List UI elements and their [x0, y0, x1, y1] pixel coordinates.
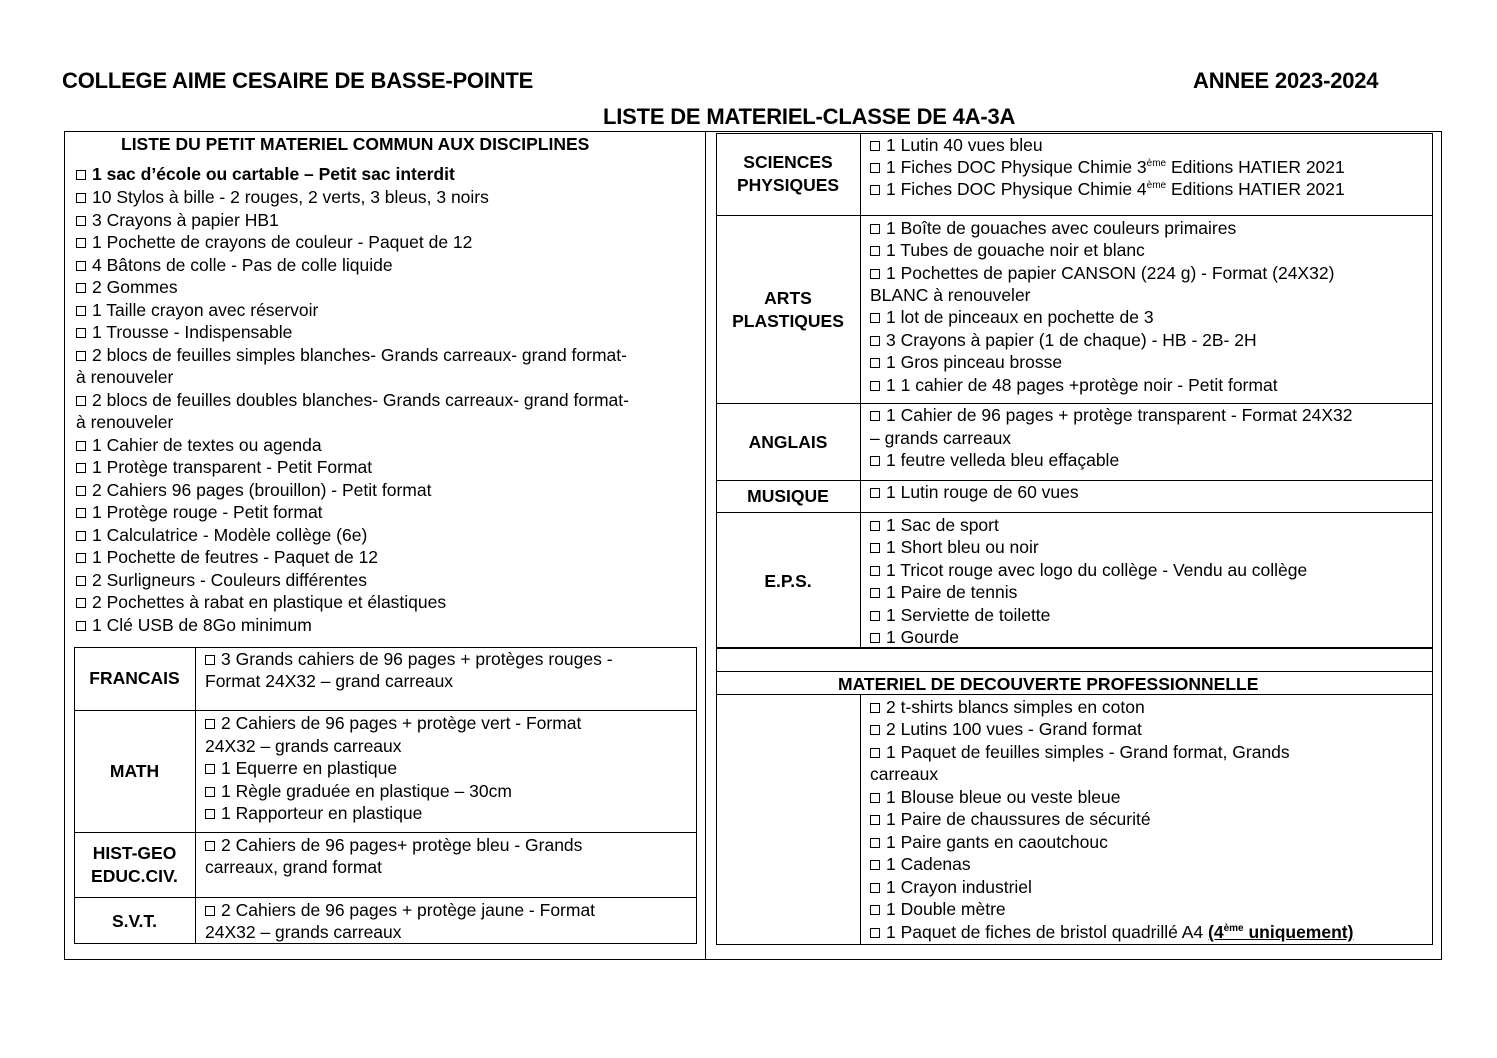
- page-title: LISTE DE MATERIEL-CLASSE DE 4A-3A: [603, 104, 1016, 129]
- list-item-continuation: BLANC à renouveler: [870, 285, 1031, 305]
- checkbox-icon: [76, 261, 86, 271]
- checkbox-icon: [870, 521, 880, 531]
- checkbox-icon: [76, 621, 86, 631]
- list-item: 1 Calculatrice - Modèle collège (6e): [76, 524, 367, 546]
- checkbox-icon: [205, 809, 215, 819]
- list-item: 1 Lutin rouge de 60 vues: [870, 481, 1079, 503]
- checkbox-icon: [76, 396, 86, 406]
- list-item: 1 Sac de sport: [870, 514, 999, 536]
- checkbox-icon: [870, 313, 880, 323]
- list-item: 1 feutre velleda bleu effaçable: [870, 449, 1119, 471]
- list-item: 1 lot de pinceaux en pochette de 3: [870, 306, 1154, 328]
- checkbox-icon: [870, 588, 880, 598]
- school-year: ANNEE 2023-2024: [1193, 68, 1379, 93]
- checkbox-icon: [205, 655, 215, 665]
- subject-sciences-line1: SCIENCES: [743, 152, 833, 172]
- checkbox-icon: [76, 193, 86, 203]
- subject-arts-line1: ARTS: [764, 288, 812, 308]
- list-item: 1 Short bleu ou noir: [870, 536, 1039, 558]
- subject-arts-line2: PLASTIQUES: [732, 311, 844, 331]
- list-item: 1 Gourde: [870, 626, 959, 648]
- list-item: 2 Surligneurs - Couleurs différentes: [76, 569, 367, 591]
- checkbox-icon: [870, 246, 880, 256]
- list-item-continuation: 24X32 – grands carreaux: [205, 922, 402, 942]
- list-item: 1 Cahier de textes ou agenda: [76, 434, 322, 456]
- checkbox-icon: [76, 463, 86, 473]
- list-item: 1 Pochettes de papier CANSON (224 g) - Format (24X32): [870, 262, 1334, 284]
- list-item: 3 Crayons à papier HB1: [76, 209, 279, 231]
- list-item: 2 blocs de feuilles simples blanches- Grands carreaux- grand format-: [76, 344, 627, 366]
- list-item: 1 Paire de tennis: [870, 581, 1017, 603]
- checkbox-icon: [870, 633, 880, 643]
- checkbox-icon: [870, 838, 880, 848]
- list-item: 1 sac d’école ou cartable – Petit sac interdit: [76, 163, 455, 185]
- list-item: 2 Cahiers de 96 pages + protège vert - Format: [205, 712, 581, 734]
- list-item: 1 Paire gants en caoutchouc: [870, 831, 1108, 853]
- checkbox-icon: [870, 815, 880, 825]
- checkbox-icon: [870, 381, 880, 391]
- list-item: 1 Serviette de toilette: [870, 604, 1050, 626]
- row-divider: [74, 710, 697, 711]
- row-divider: [74, 897, 697, 898]
- checkbox-icon: [76, 508, 86, 518]
- checkbox-icon: [870, 269, 880, 279]
- list-item: 1 Double mètre: [870, 898, 1006, 920]
- checkbox-icon: [870, 358, 880, 368]
- checkbox-icon: [76, 306, 86, 316]
- list-item: 1 Blouse bleue ou veste bleue: [870, 786, 1120, 808]
- subject-arts: [716, 287, 860, 333]
- subject-sciences-line2: PHYSIQUES: [736, 175, 840, 195]
- checkbox-icon: [870, 725, 880, 735]
- subject-histgeo: [74, 842, 195, 888]
- checkbox-icon: [76, 576, 86, 586]
- list-item: 1 Pochette de feutres - Paquet de 12: [76, 546, 378, 568]
- list-item-continuation: 24X32 – grands carreaux: [205, 736, 402, 756]
- list-item: 1 Protège transparent - Petit Format: [76, 456, 372, 478]
- list-item: 2 Cahiers de 96 pages + protège jaune - Format: [205, 899, 595, 921]
- subject-math: MATH: [109, 761, 160, 781]
- table-divider: [860, 694, 861, 945]
- subject-svt: S.V.T.: [111, 911, 158, 931]
- list-item: 1 Tubes de gouache noir et blanc: [870, 239, 1145, 261]
- list-item: 3 Grands cahiers de 96 pages + protèges rouges -: [205, 648, 613, 670]
- checkbox-icon: [870, 456, 880, 466]
- checkbox-icon: [870, 748, 880, 758]
- list-item: 1 Cahier de 96 pages + protège transparent - Format 24X32: [870, 404, 1352, 426]
- subject-histgeo-line2: EDUC.CIV.: [91, 866, 178, 886]
- subject-eps: E.P.S.: [764, 571, 812, 591]
- checkbox-icon: [76, 553, 86, 563]
- list-item-continuation: à renouveler: [76, 367, 174, 387]
- list-item: 1 Gros pinceau brosse: [870, 351, 1062, 373]
- list-item: 2 Cahiers de 96 pages+ protège bleu - Grands: [205, 834, 582, 856]
- row-divider: [716, 671, 1433, 672]
- list-item: 1 Pochette de crayons de couleur - Paquet de 12: [76, 231, 472, 253]
- checkbox-icon: [870, 488, 880, 498]
- checkbox-icon: [870, 543, 880, 553]
- checkbox-icon: [205, 787, 215, 797]
- checkbox-icon: [870, 793, 880, 803]
- list-item: 2 Lutins 100 vues - Grand format: [870, 718, 1142, 740]
- checkbox-icon: [205, 719, 215, 729]
- list-item: 1 Paquet de feuilles simples - Grand format, Grands: [870, 741, 1290, 763]
- list-item-continuation: carreaux, grand format: [205, 857, 383, 877]
- row-divider: [716, 215, 1433, 216]
- list-item-continuation: à renouveler: [76, 412, 174, 432]
- subject-musique: MUSIQUE: [747, 486, 829, 506]
- checkbox-icon: [870, 141, 880, 151]
- list-item: 2 Pochettes à rabat en plastique et élastiques: [76, 591, 446, 613]
- list-item-continuation: carreaux: [870, 764, 939, 784]
- list-item: 1 Equerre en plastique: [205, 757, 397, 779]
- checkbox-icon: [870, 905, 880, 915]
- checkbox-icon: [76, 216, 86, 226]
- checkbox-icon: [205, 841, 215, 851]
- table-divider: [860, 133, 861, 648]
- list-item: 4 Bâtons de colle - Pas de colle liquide: [76, 254, 393, 276]
- checkbox-icon: [76, 351, 86, 361]
- list-item: 1 Boîte de gouaches avec couleurs primaires: [870, 217, 1236, 239]
- checkbox-icon: [76, 598, 86, 608]
- list-item: 2 Gommes: [76, 276, 178, 298]
- checkbox-icon: [76, 531, 86, 541]
- list-item: 2 blocs de feuilles doubles blanches- Grands carreaux- grand format-: [76, 389, 629, 411]
- subject-anglais: ANGLAIS: [748, 432, 828, 452]
- checkbox-icon: [76, 283, 86, 293]
- column-divider: [705, 131, 706, 960]
- checkbox-icon: [870, 566, 880, 576]
- checkbox-icon: [205, 764, 215, 774]
- checkbox-icon: [76, 441, 86, 451]
- list-item: 1 Taille crayon avec réservoir: [76, 299, 318, 321]
- checkbox-icon: [76, 486, 86, 496]
- subject-sciences: [716, 151, 860, 197]
- list-item: 1 Trousse - Indispensable: [76, 321, 292, 343]
- checkbox-icon: [870, 411, 880, 421]
- checkbox-icon: [870, 336, 880, 346]
- list-item: 1 Tricot rouge avec logo du collège - Vendu au collège: [870, 559, 1307, 581]
- checkbox-icon: [76, 238, 86, 248]
- list-item: 2 t-shirts blancs simples en coton: [870, 696, 1145, 718]
- list-item: 1 Clé USB de 8Go minimum: [76, 614, 312, 636]
- checkbox-icon: [870, 185, 880, 195]
- checkbox-icon: [870, 703, 880, 713]
- checkbox-icon: [870, 224, 880, 234]
- list-item: 1 1 cahier de 48 pages +protège noir - Petit format: [870, 374, 1278, 396]
- checkbox-icon: [205, 906, 215, 916]
- list-item: 1 Fiches DOC Physique Chimie 4ème Editions HATIER 2021: [870, 178, 1345, 200]
- list-item: 1 Paquet de fiches de bristol quadrillé A4 (4ème uniquement): [870, 921, 1353, 943]
- subject-francais: FRANCAIS: [89, 668, 180, 688]
- checkbox-icon: [870, 928, 880, 938]
- list-item: 1 Paire de chaussures de sécurité: [870, 808, 1151, 830]
- row-divider: [74, 832, 697, 833]
- list-item: 1 Cadenas: [870, 853, 971, 875]
- list-item: 1 Règle graduée en plastique – 30cm: [205, 780, 512, 802]
- checkbox-icon: [870, 883, 880, 893]
- table-divider: [195, 647, 196, 944]
- list-item: 3 Crayons à papier (1 de chaque) - HB - 2B- 2H: [870, 329, 1257, 351]
- checkbox-icon: [870, 860, 880, 870]
- checkbox-icon: [76, 170, 86, 180]
- list-item: 1 Lutin 40 vues bleu: [870, 134, 1043, 156]
- list-item: 1 Rapporteur en plastique: [205, 802, 422, 824]
- list-item: 1 Fiches DOC Physique Chimie 3ème Editions HATIER 2021: [870, 156, 1345, 178]
- list-item: 1 Crayon industriel: [870, 876, 1032, 898]
- checkbox-icon: [76, 328, 86, 338]
- subject-histgeo-line1: HIST-GEO: [92, 843, 177, 863]
- list-item-continuation: Format 24X32 – grand carreaux: [205, 671, 454, 691]
- checkbox-icon: [870, 163, 880, 173]
- list-item: 1 Protège rouge - Petit format: [76, 501, 323, 523]
- school-name: COLLEGE AIME CESAIRE DE BASSE-POINTE: [62, 68, 534, 93]
- list-item: 10 Stylos à bille - 2 rouges, 2 verts, 3 bleus, 3 noirs: [76, 186, 489, 208]
- list-item-continuation: – grands carreaux: [870, 428, 1012, 448]
- emphasis-note: (4ème uniquement): [1208, 922, 1354, 942]
- pro-title: MATERIEL DE DECOUVERTE PROFESSIONNELLE: [838, 674, 1259, 694]
- common-title: LISTE DU PETIT MATERIEL COMMUN AUX DISCIPLINES: [121, 134, 590, 154]
- checkbox-icon: [870, 611, 880, 621]
- row-divider: [716, 512, 1433, 513]
- list-item: 2 Cahiers 96 pages (brouillon) - Petit format: [76, 479, 431, 501]
